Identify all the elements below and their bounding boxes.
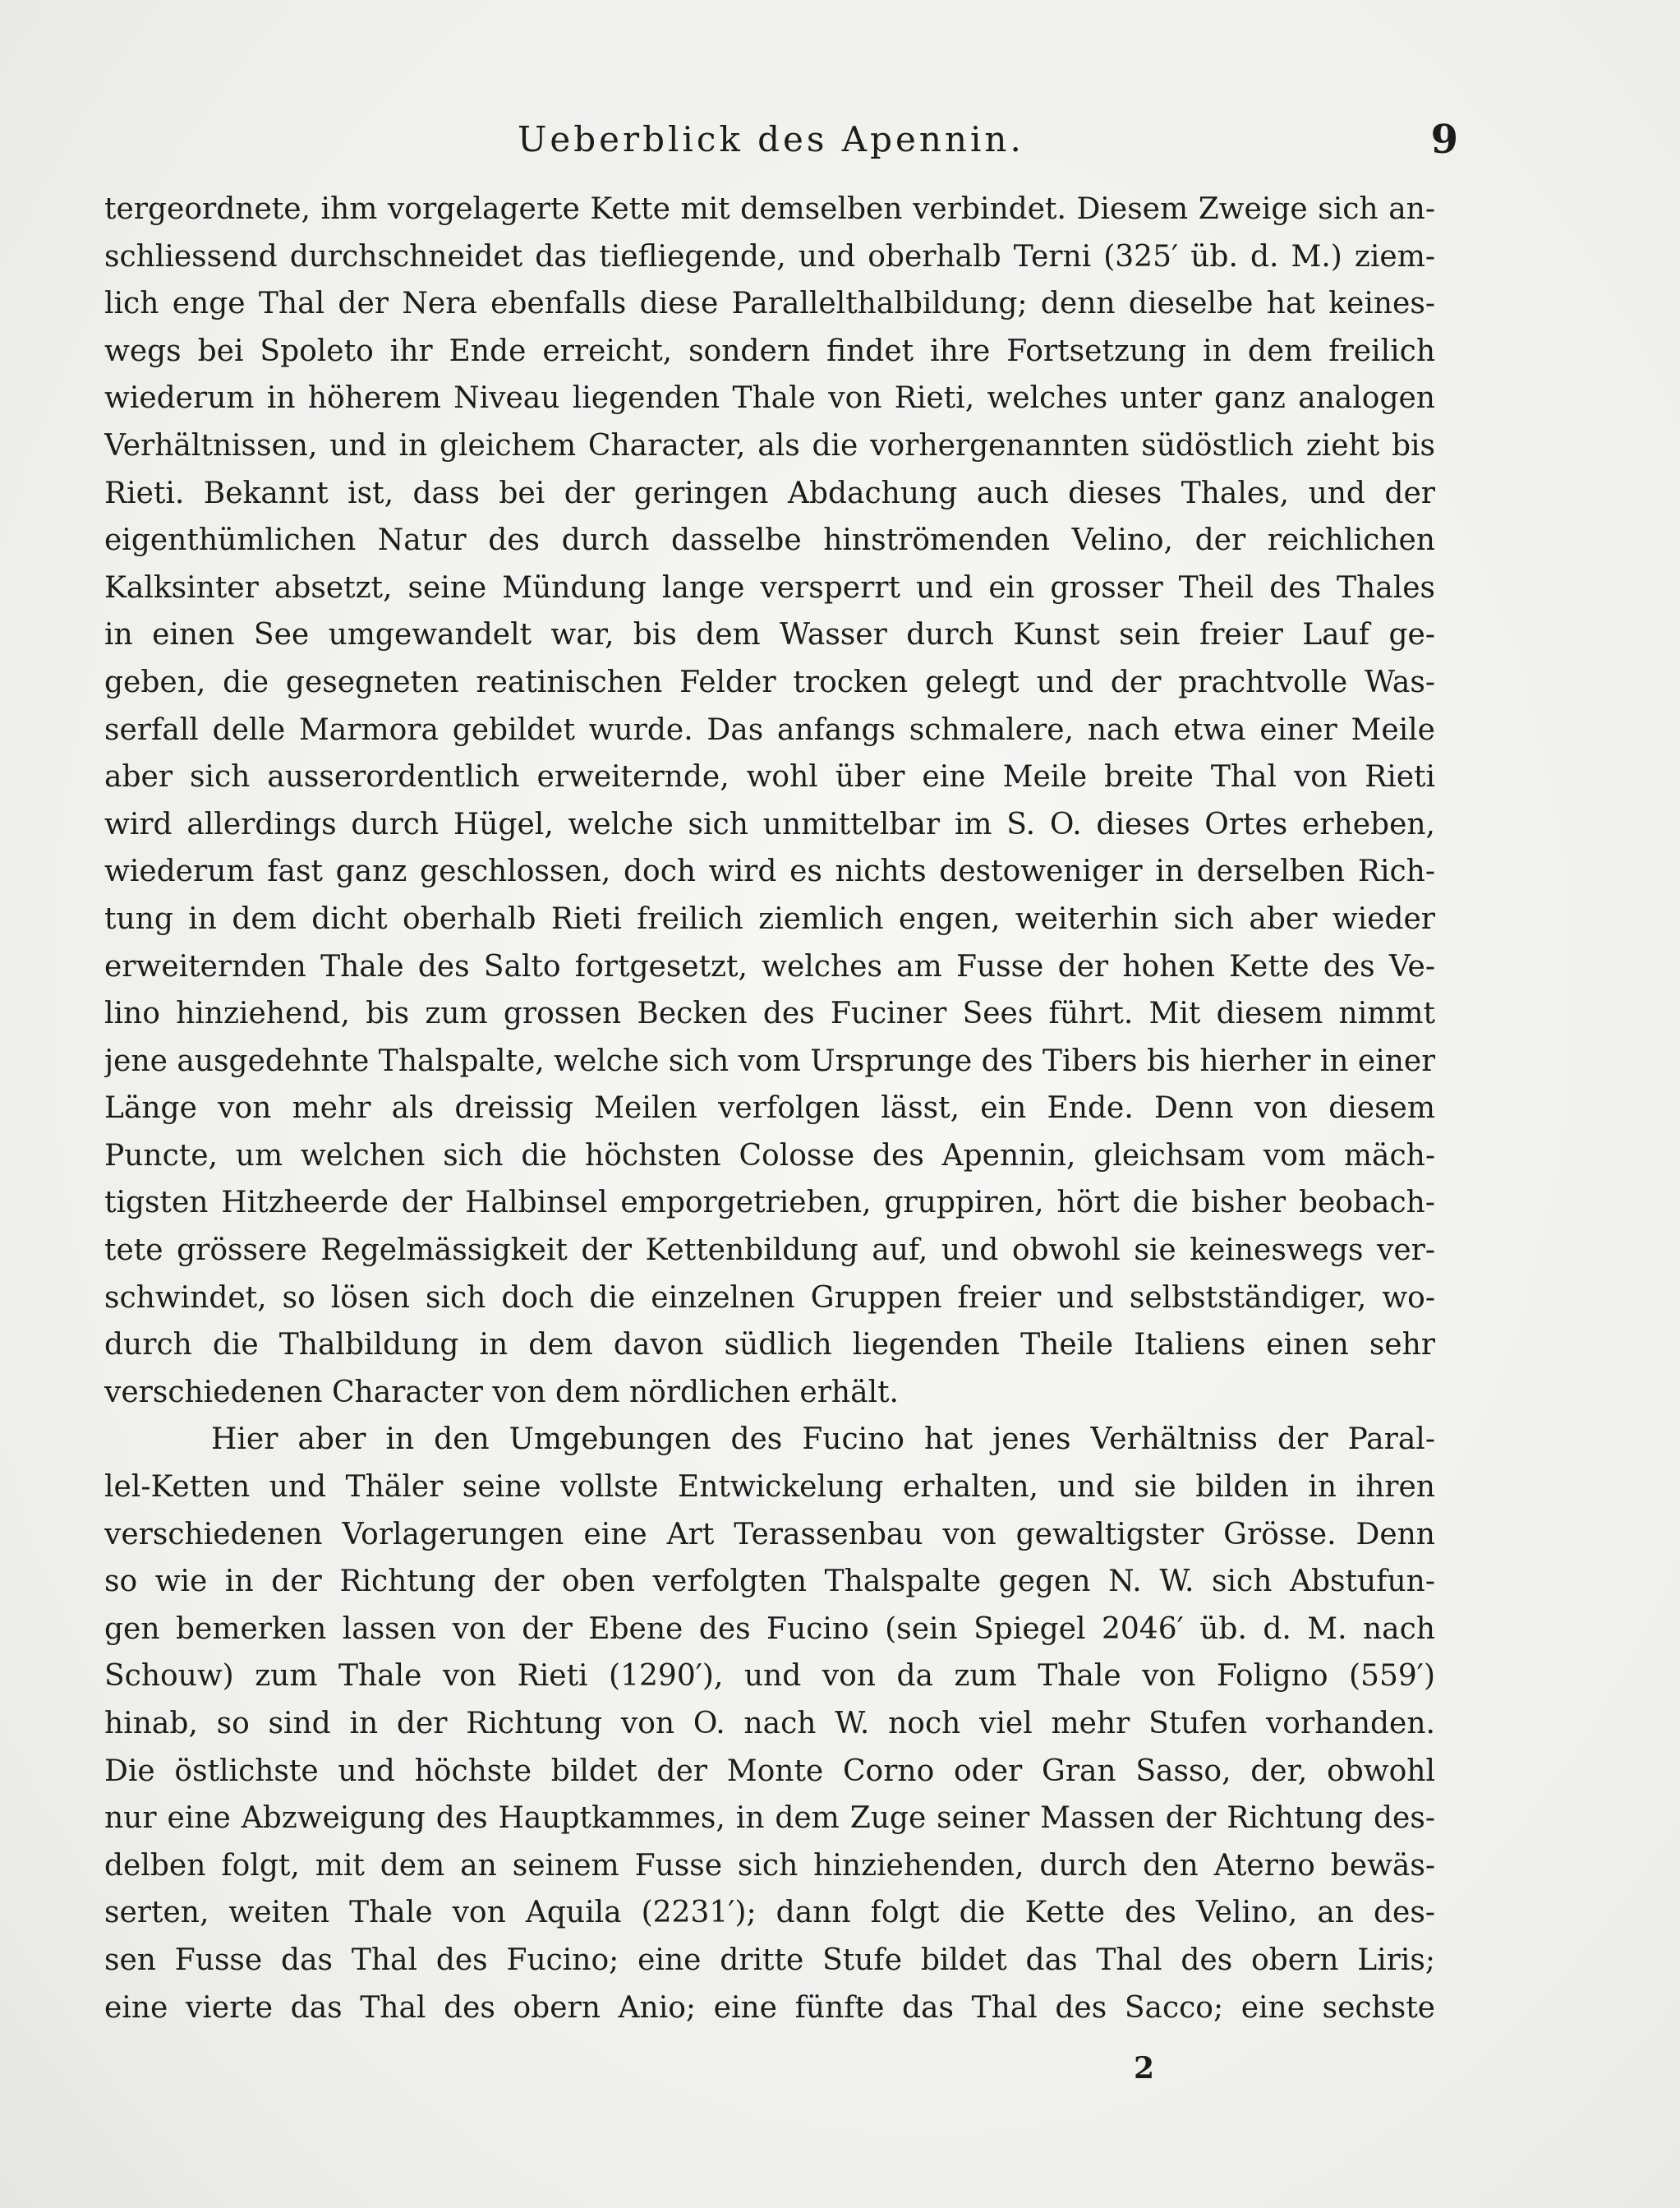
text-line: delben folgt, mit dem an seinem Fusse sich hinziehenden, durch den Aterno bewäs- — [104, 1848, 1435, 1883]
text-line: Kalksinter absetzt, seine Mündung lange versperrt und ein grosser Theil des Thales — [104, 570, 1435, 605]
text-line: wegs bei Spoleto ihr Ende erreicht, sondern findet ihre Fortsetzung in dem freilich — [104, 334, 1435, 368]
paragraph-1 — [104, 186, 1435, 1416]
text-line: Länge von mehr als dreissig Meilen verfolgen lässt, ein Ende. Denn von diesem — [104, 1091, 1435, 1126]
page-header — [0, 115, 1680, 181]
text-line: serten, weiten Thale von Aquila (2231′); dann folgt die Kette des Velino, an des- — [104, 1896, 1435, 1930]
running-title: Ueberblick des Apennin. — [518, 119, 1024, 159]
text-line: gen bemerken lassen von der Ebene des Fucino (sein Spiegel 2046′ üb. d. M. nach — [104, 1611, 1435, 1646]
text-line: lino hinziehend, bis zum grossen Becken des Fuciner Sees führt. Mit diesem nimmt — [104, 997, 1435, 1031]
text-line: geben, die gesegneten reatinischen Felder trocken gelegt und der prachtvolle Was- — [104, 665, 1435, 699]
text-line: Hier aber in den Umgebungen des Fucino hat jenes Verhältniss der Paral- — [211, 1422, 1435, 1457]
text-line: eigenthümlichen Natur des durch dasselbe hinströmenden Velino, der reichlichen — [104, 523, 1435, 558]
text-line: tergeordnete, ihm vorgelagerte Kette mit demselben verbindet. Diesem Zweige sich an- — [104, 192, 1435, 226]
signature-mark: 2 — [1134, 2051, 1155, 2086]
text-line: Puncte, um welchen sich die höchsten Colosse des Apennin, gleichsam vom mäch- — [104, 1138, 1435, 1173]
text-line: Verhältnissen, und in gleichem Character, als die vorhergenannten südöstlich zieht bis — [104, 428, 1435, 463]
text-line: lich enge Thal der Nera ebenfalls diese Parallelthalbildung; denn dieselbe hat keines- — [104, 287, 1435, 321]
text-line: wiederum fast ganz geschlossen, doch wird es nichts destoweniger in derselben Rich- — [104, 855, 1435, 889]
text-line: sen Fusse das Thal des Fucino; eine dritte Stufe bildet das Thal des obern Liris; — [104, 1943, 1435, 1977]
text-line: aber sich ausserordentlich erweiternde, wohl über eine Meile breite Thal von Rieti — [104, 760, 1435, 795]
body-text — [104, 186, 1435, 2031]
text-line: schwindet, so lösen sich doch die einzelnen Gruppen freier und selbstständiger, wo- — [104, 1280, 1435, 1315]
text-line: durch die Thalbildung in dem davon südlich liegenden Theile Italiens einen sehr — [104, 1328, 1435, 1362]
text-line: Rieti. Bekannt ist, dass bei der geringen Abdachung auch dieses Thales, und der — [104, 476, 1435, 510]
text-line: schliessend durchschneidet das tiefliegende, und oberhalb Terni (325′ üb. d. M.) ziem- — [104, 239, 1435, 274]
text-line: jene ausgedehnte Thalspalte, welche sich vom Ursprunge des Tibers bis hierher in einer — [104, 1044, 1435, 1078]
text-line: eine vierte das Thal des obern Anio; eine fünfte das Thal des Sacco; eine sechste — [104, 1990, 1435, 2025]
text-line: hinab, so sind in der Richtung von O. nach W. noch viel mehr Stufen vorhanden. — [104, 1707, 1435, 1740]
text-line: verschiedenen Character von dem nördlichen erhält. — [104, 1375, 899, 1409]
text-line: serfall delle Marmora gebildet wurde. Das anfangs schmalere, nach etwa einer Meile — [104, 712, 1435, 747]
text-line: Die östlichste und höchste bildet der Monte Corno oder Gran Sasso, der, obwohl — [104, 1754, 1435, 1788]
text-line: so wie in der Richtung der oben verfolgten Thalspalte gegen N. W. sich Abstufun- — [104, 1565, 1435, 1599]
text-line: tung in dem dicht oberhalb Rieti freilich ziemlich engen, weiterhin sich aber wieder — [104, 901, 1435, 936]
text-line: tete grössere Regelmässigkeit der Kettenbildung auf, und obwohl sie keineswegs ver- — [104, 1233, 1435, 1268]
paragraph-2 — [104, 1416, 1435, 2031]
text-line: in einen See umgewandelt war, bis dem Wasser durch Kunst sein freier Lauf ge- — [104, 618, 1435, 652]
text-line: wird allerdings durch Hügel, welche sich unmittelbar im S. O. dieses Ortes erheben, — [104, 807, 1435, 841]
text-line: tigsten Hitzheerde der Halbinsel emporgetrieben, gruppiren, hört die bisher beobach- — [104, 1186, 1435, 1220]
text-line: erweiternden Thale des Salto fortgesetzt, welches am Fusse der hohen Kette des Ve- — [104, 949, 1435, 984]
text-line: nur eine Abzweigung des Hauptkammes, in dem Zuge seiner Massen der Richtung des- — [104, 1801, 1435, 1836]
text-line: wiederum in höherem Niveau liegenden Thale von Rieti, welches unter ganz analogen — [104, 381, 1435, 416]
text-line: Schouw) zum Thale von Rieti (1290′), und von da zum Thale von Foligno (559′) — [104, 1659, 1435, 1694]
page-number: 9 — [1430, 117, 1458, 163]
text-line: verschiedenen Vorlagerungen eine Art Terassenbau von gewaltigster Grösse. Denn — [104, 1517, 1435, 1551]
text-line: lel-Ketten und Thäler seine vollste Entwickelung erhalten, und sie bilden in ihren — [104, 1470, 1435, 1505]
